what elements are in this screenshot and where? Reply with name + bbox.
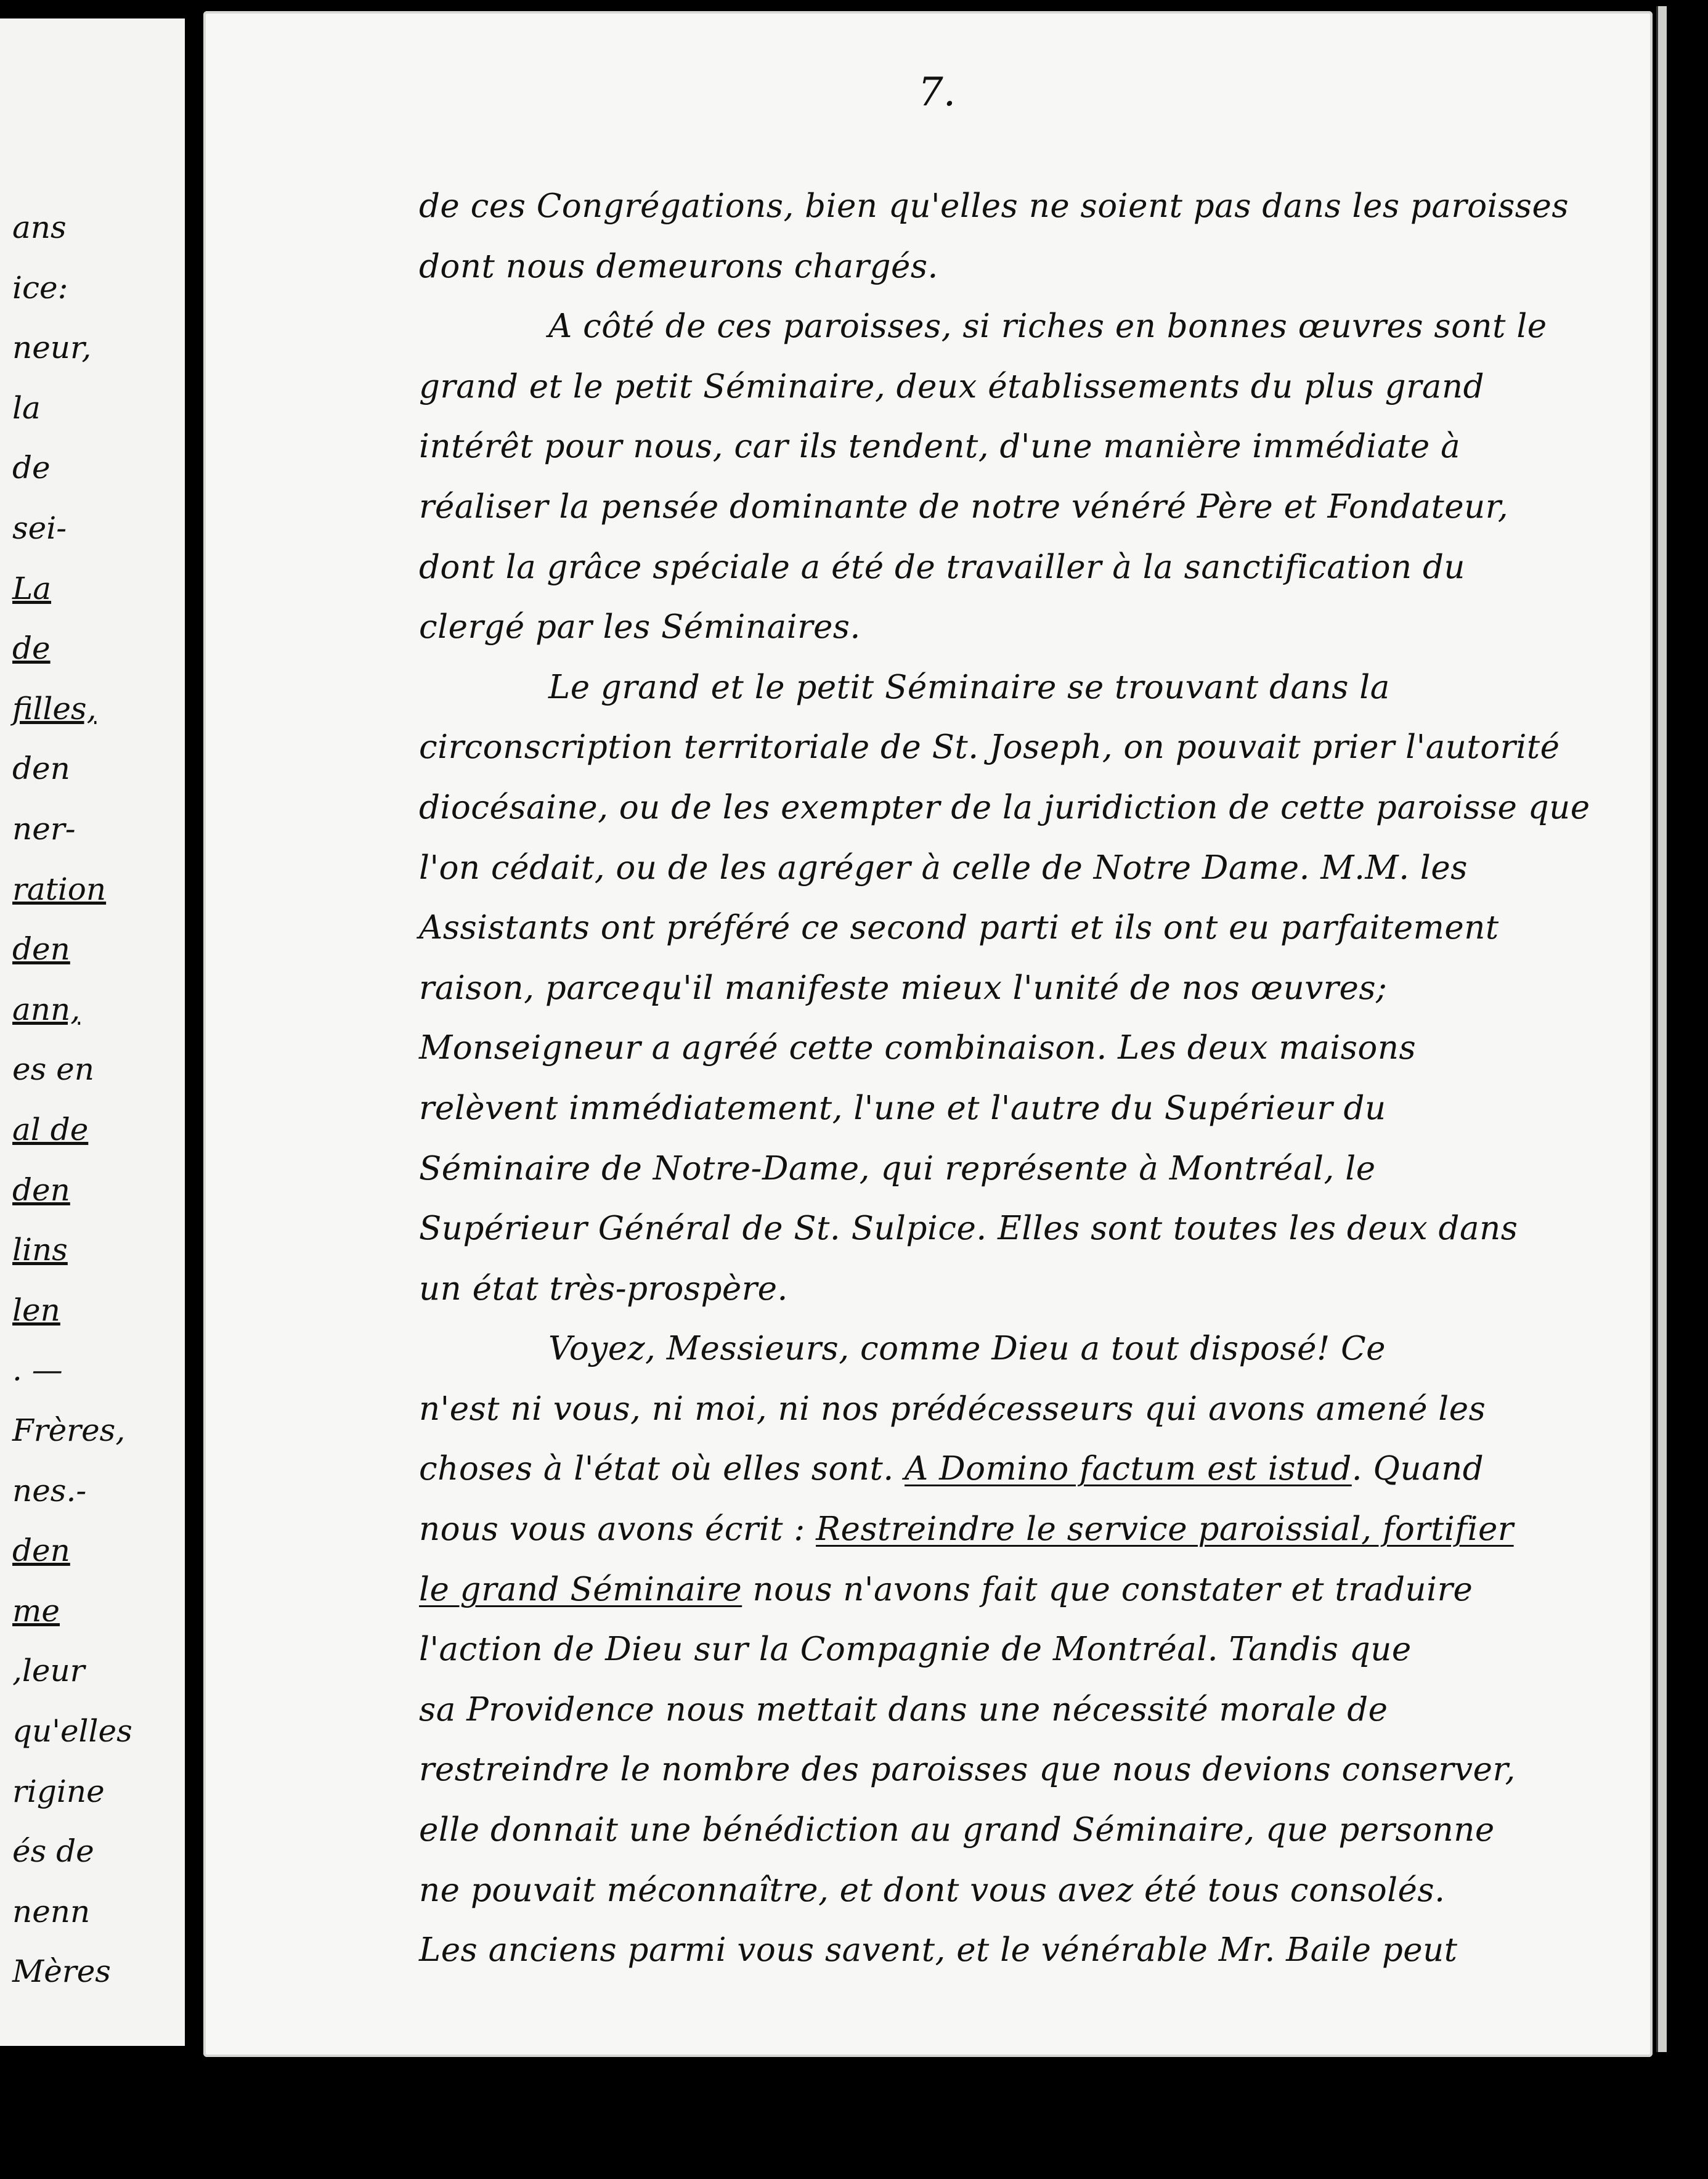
text-line: dont nous demeurons chargés. [419,247,938,285]
text-segment: choses à l'état où elles sont. [419,1450,905,1488]
left-page-text-fragment: me [12,1592,60,1629]
text-line: sa Providence nous mettait dans une nécessité morale de [419,1690,1388,1729]
text-line: elle donnait une bénédiction au grand Séminaire, que personne [419,1811,1495,1849]
text-line: Les anciens parmi vous savent, et le vénérable Mr. Baile peut [419,1931,1458,1969]
text-segment: . Quand [1351,1450,1484,1488]
manuscript-text [419,176,1590,1981]
left-page-text-fragment: ice: [12,269,68,306]
text-line: Assistants ont préféré ce second parti et ils ont eu parfaitement [419,909,1499,947]
text-line: relèvent immédiatement, l'une et l'autre du Supérieur du [419,1089,1386,1127]
left-page-text-fragment: nenn [12,1893,91,1929]
left-page-text-fragment: filles, [12,690,97,727]
text-line: l'action de Dieu sur la Compagnie de Montréal. Tandis que [419,1631,1412,1669]
left-page-text-fragment: ans [12,210,67,245]
left-page-text-fragment: qu'elles [12,1713,132,1749]
left-page-text-fragment: es en [12,1051,94,1088]
previous-page-fragment [0,18,189,2046]
paragraph-start-line: Le grand et le petit Séminaire se trouvant dans la [548,668,1390,706]
text-line: dont la grâce spéciale a été de travailler à la sanctification du [419,548,1466,586]
left-page-text-fragment: len [12,1292,60,1328]
text-line: circonscription territoriale de St. Joseph, on pouvait prier l'autorité [419,728,1560,767]
paragraph-start-line: Voyez, Messieurs, comme Dieu a tout disposé! Ce [548,1330,1386,1368]
text-line [419,1560,1540,1620]
left-page-text-fragment: ration [12,871,107,907]
left-page-text-fragment: den [12,1533,70,1569]
underlined-quote: le grand Séminaire [419,1570,742,1608]
left-page-text-fragment: Mères [12,1953,111,1990]
text-line: Monseigneur a agréé cette combinaison. Les deux maisons [419,1029,1417,1067]
text-line: réaliser la pensée dominante de notre vénéré Père et Fondateur, [419,487,1509,526]
left-page-text-fragment: sei- [12,510,67,546]
left-page-text-fragment: al de [12,1112,89,1147]
text-line: raison, parcequ'il manifeste mieux l'unité de nos œuvres; [419,969,1388,1007]
left-page-text-fragment: nes.- [12,1472,87,1509]
text-line: Supérieur Général de St. Sulpice. Elles sont toutes les deux dans [419,1210,1518,1248]
text-line: de ces Congrégations, bien qu'elles ne soient pas dans les paroisses [419,187,1569,225]
text-line: intérêt pour nous, car ils tendent, d'une manière immédiate à [419,428,1461,466]
text-line [419,1499,1540,1560]
left-page-text-fragment: de [12,630,51,667]
text-line: un état très-prospère. [419,1269,788,1308]
left-page-text-fragment: lins [12,1232,68,1268]
text-segment: nous n'avons fait que constater et traduire [742,1570,1473,1608]
left-page-text-fragment: La [12,570,52,606]
text-line: restreindre le nombre des paroisses que nous devions conserver, [419,1751,1516,1789]
paragraph-start-line: A côté de ces paroisses, si riches en bonnes œuvres sont le [548,308,1547,346]
page-edge [1656,6,1667,2052]
page-gutter [185,0,203,2179]
left-page-text-fragment: neur, [12,330,92,366]
left-page-text-fragment: den [12,751,70,787]
underlined-latin-quote: A Domino factum est istud [905,1450,1352,1488]
left-page-text-fragment: de [12,450,51,486]
text-line: l'on cédait, ou de les agréger à celle de Notre Dame. M.M. les [419,849,1468,887]
left-page-text-fragment: ,leur [12,1653,85,1689]
left-page-text-fragment: ann, [12,991,81,1027]
text-line: ne pouvait méconnaître, et dont vous avez été tous consolés. [419,1871,1446,1909]
text-line: grand et le petit Séminaire, deux établissements du plus grand [419,367,1485,405]
text-line: n'est ni vous, ni moi, ni nos prédécesseurs qui avons amené les [419,1390,1486,1428]
left-page-text-fragment: és de [12,1833,94,1870]
text-line: diocésaine, ou de les exempter de la juridiction de cette paroisse que [419,788,1590,826]
left-page-text-fragment: ner- [12,811,76,847]
left-page-text-fragment: rigine [12,1773,105,1809]
page-number: 7. [918,70,956,115]
left-page-text-fragment: den [12,1171,70,1208]
left-page-text-fragment: Frères, [12,1412,126,1448]
text-line: Séminaire de Notre-Dame, qui représente à Montréal, le [419,1149,1376,1187]
text-line: clergé par les Séminaires. [419,608,861,646]
underlined-quote: Restreindre le service paroissial, fortifier [816,1510,1514,1549]
left-page-text-fragment: . — [12,1352,63,1388]
text-line [419,1439,1540,1499]
left-page-text-fragment: la [12,389,41,426]
manuscript-page [203,11,1653,2057]
left-page-text-fragment: den [12,931,70,967]
text-segment: nous vous avons écrit : [419,1510,816,1549]
